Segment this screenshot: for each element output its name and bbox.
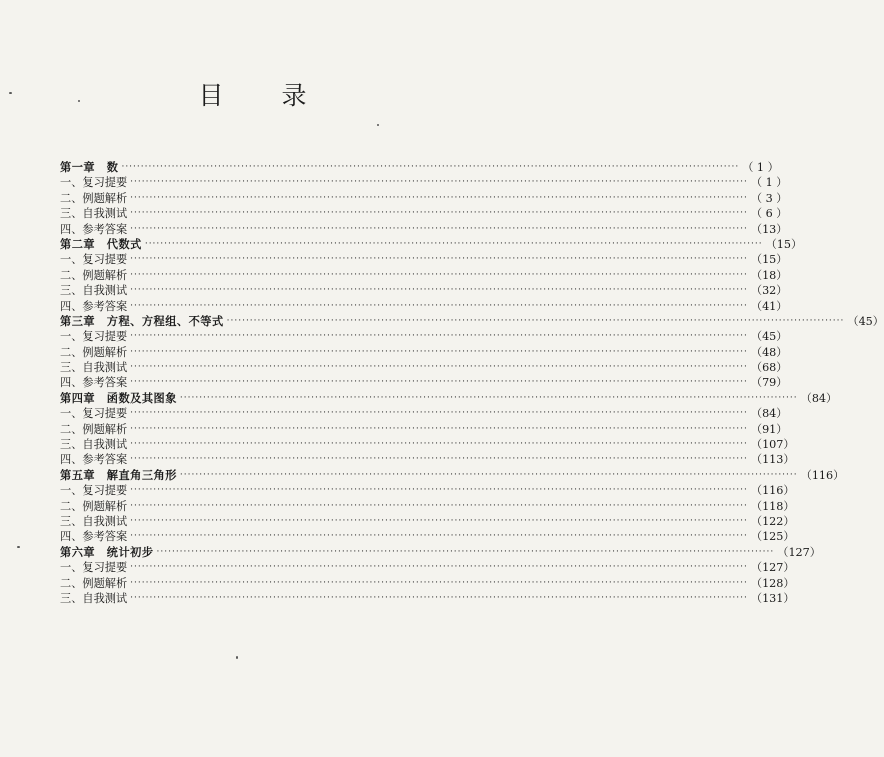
toc-entry-label: 一、复习提要	[60, 561, 128, 575]
toc-entry-label: 四、参考答案	[60, 530, 128, 544]
dot-leader: ································································································································································	[130, 423, 748, 434]
toc-chapter-entry	[60, 236, 803, 252]
dot-leader: ································································································································································	[130, 562, 748, 573]
toc-entry-page: （91）	[750, 422, 788, 436]
dot-leader: ································································································································································	[130, 208, 748, 219]
toc-entry-label: 四、参考答案	[60, 376, 128, 390]
scan-speck	[78, 100, 80, 102]
dot-leader: ································································································································································	[130, 362, 748, 373]
toc-entry-page: （118）	[750, 499, 795, 513]
dot-leader: ································································································································································	[130, 454, 748, 465]
dot-leader: ································································································································································	[130, 192, 748, 203]
dot-leader: ································································································································································	[130, 346, 748, 357]
dot-leader: ································································································································································	[130, 515, 748, 526]
toc-section-entry	[60, 560, 795, 575]
toc-entry-page: （45）	[847, 314, 884, 328]
toc-section-entry	[60, 529, 795, 544]
toc-entry-page: （128）	[750, 576, 795, 590]
toc-section-entry	[60, 299, 788, 314]
toc-entry-page: （84）	[750, 407, 788, 421]
dot-leader: ································································································································································	[130, 254, 748, 265]
toc-entry-page: （15）	[765, 237, 803, 251]
toc-chapter-entry	[60, 160, 779, 175]
dot-leader: ································································································································································	[130, 177, 748, 188]
toc-entry-label: 三、自我测试	[60, 514, 128, 528]
toc-section-entry	[60, 191, 788, 206]
toc-entry-label: 二、例题解析	[60, 345, 128, 359]
toc-entry-label: 第六章 统计初步	[60, 544, 154, 559]
dot-leader: ································································································································································	[130, 592, 748, 603]
table-of-contents	[60, 160, 884, 606]
toc-entry-page: （13）	[750, 222, 788, 236]
toc-entry-label: 一、复习提要	[60, 253, 128, 267]
toc-section-entry	[60, 483, 795, 498]
toc-entry-page: （131）	[750, 591, 795, 605]
toc-section-entry	[60, 452, 795, 467]
toc-entry-label: 第一章 数	[60, 160, 119, 174]
toc-chapter-entry	[60, 313, 884, 329]
toc-entry-page: （125）	[750, 530, 795, 544]
page-title	[0, 76, 505, 112]
toc-entry-page: （ 6 ）	[750, 207, 788, 221]
toc-section-entry	[60, 514, 795, 529]
scan-speck	[17, 546, 20, 548]
dot-leader: ································································································································································	[130, 285, 748, 296]
toc-section-entry	[60, 175, 788, 190]
dot-leader: ································································································································································	[130, 439, 748, 450]
dot-leader: ································································································································································	[130, 531, 748, 542]
toc-entry-page: （113）	[750, 453, 795, 467]
toc-section-entry	[60, 375, 788, 390]
toc-entry-label: 一、复习提要	[60, 176, 128, 190]
dot-leader: ································································································································································	[179, 392, 798, 403]
toc-entry-label: 三、自我测试	[60, 438, 128, 452]
toc-section-entry	[60, 422, 788, 437]
toc-entry-page: （116）	[750, 484, 795, 498]
dot-leader: ································································································································································	[144, 238, 763, 249]
toc-entry-label: 二、例题解析	[60, 576, 128, 590]
toc-entry-label: 三、自我测试	[60, 361, 128, 375]
toc-entry-label: 四、参考答案	[60, 299, 128, 313]
toc-entry-label: 二、例题解析	[60, 268, 128, 282]
toc-entry-page: （15）	[750, 253, 788, 267]
toc-entry-page: （127）	[777, 545, 821, 559]
dot-leader: ································································································································································	[156, 546, 775, 557]
toc-entry-page: （68）	[750, 361, 788, 375]
toc-entry-page: （127）	[750, 561, 795, 575]
toc-entry-label: 第四章 函数及其图象	[60, 390, 177, 405]
toc-entry-page: （32）	[750, 284, 788, 298]
toc-entry-label: 三、自我测试	[60, 207, 128, 221]
toc-entry-page: （122）	[750, 514, 795, 528]
toc-entry-label: 一、复习提要	[60, 407, 128, 421]
dot-leader: ································································································································································	[130, 485, 748, 496]
dot-leader: ································································································································································	[179, 469, 798, 480]
toc-section-entry	[60, 268, 788, 283]
toc-entry-page: （116）	[800, 468, 845, 482]
toc-section-entry	[60, 591, 795, 606]
toc-entry-label: 第五章 解直角三角形	[60, 467, 177, 482]
toc-entry-label: 第三章 方程、方程组、不等式	[60, 313, 224, 328]
toc-entry-page: （45）	[750, 330, 788, 344]
toc-entry-label: 二、例题解析	[60, 191, 128, 205]
toc-entry-label: 四、参考答案	[60, 453, 128, 467]
dot-leader: ································································································································································	[121, 162, 740, 172]
toc-section-entry	[60, 499, 795, 514]
scan-speck	[377, 124, 379, 126]
toc-entry-label: 一、复习提要	[60, 330, 128, 344]
toc-entry-page: （107）	[750, 438, 795, 452]
toc-section-entry	[60, 406, 788, 421]
toc-entry-page: （ 1 ）	[750, 176, 788, 190]
toc-entry-page: （ 1 ）	[742, 161, 779, 174]
toc-entry-label: 二、例题解析	[60, 499, 128, 513]
toc-entry-label: 二、例题解析	[60, 422, 128, 436]
dot-leader: ································································································································································	[130, 408, 748, 419]
toc-section-entry	[60, 329, 788, 344]
toc-chapter-entry	[60, 390, 838, 406]
toc-entry-page: （18）	[750, 268, 788, 282]
toc-chapter-entry	[60, 544, 821, 560]
toc-entry-page: （84）	[800, 391, 838, 405]
toc-entry-label: 三、自我测试	[60, 591, 128, 605]
dot-leader: ································································································································································	[130, 500, 748, 511]
toc-entry-page: （79）	[750, 376, 788, 390]
toc-section-entry	[60, 252, 788, 267]
toc-entry-label: 三、自我测试	[60, 284, 128, 298]
toc-section-entry	[60, 437, 795, 452]
toc-entry-label: 一、复习提要	[60, 484, 128, 498]
toc-section-entry	[60, 283, 788, 298]
scan-speck	[236, 656, 238, 659]
title-char-1: 目	[198, 81, 224, 110]
dot-leader: ································································································································································	[226, 315, 845, 326]
toc-section-entry	[60, 360, 788, 375]
scan-speck	[9, 92, 12, 94]
toc-entry-page: （48）	[750, 345, 788, 359]
dot-leader: ································································································································································	[130, 331, 748, 342]
toc-section-entry	[60, 222, 788, 237]
toc-entry-label: 第二章 代数式	[60, 236, 142, 251]
toc-section-entry	[60, 206, 788, 221]
title-char-2: 录	[281, 81, 307, 110]
dot-leader: ································································································································································	[130, 269, 748, 280]
toc-section-entry	[60, 345, 788, 360]
toc-chapter-entry	[60, 467, 845, 483]
toc-entry-page: （ 3 ）	[750, 191, 788, 205]
toc-entry-label: 四、参考答案	[60, 222, 128, 236]
toc-section-entry	[60, 576, 795, 591]
dot-leader: ································································································································································	[130, 377, 748, 388]
dot-leader: ································································································································································	[130, 577, 748, 588]
toc-entry-page: （41）	[750, 299, 788, 313]
dot-leader: ································································································································································	[130, 300, 748, 311]
dot-leader: ································································································································································	[130, 223, 748, 234]
